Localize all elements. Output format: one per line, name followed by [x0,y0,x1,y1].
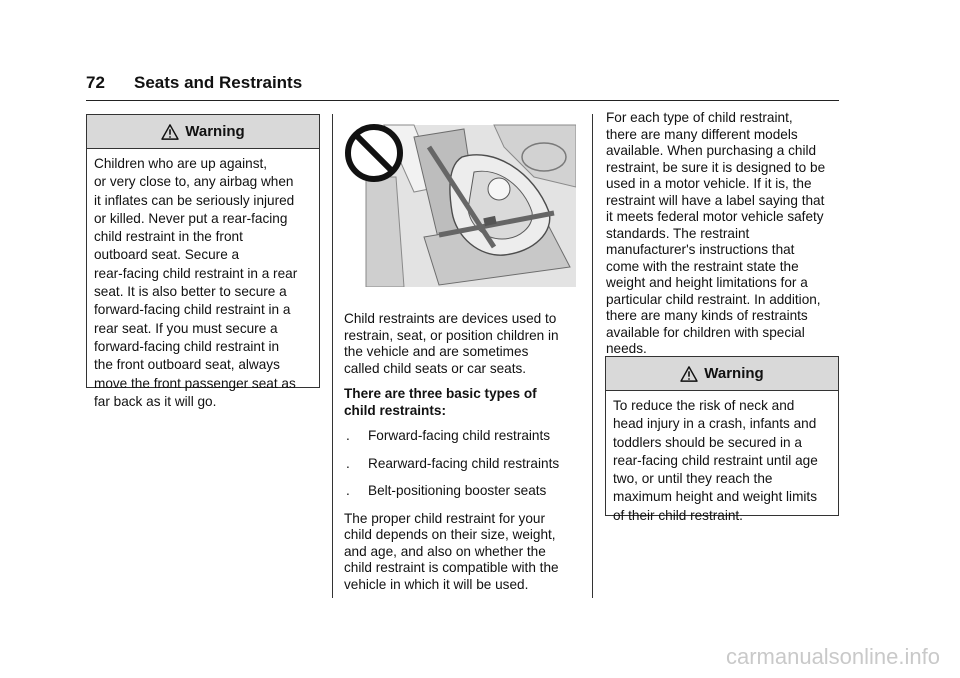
text-line: restraint, be sure it is designed to be [606,159,826,175]
warning-box [605,356,839,523]
text-line: child restraint is compatible with the [344,560,559,575]
text-line: there are many kinds of restraints [606,308,808,323]
text-line: The proper child restraint for your [344,510,545,526]
text-line: child restraints: [344,402,446,418]
text-line: come with the restraint state the [606,258,799,274]
warning-line: Children who are up against, [94,156,268,171]
text-line: restraint will have a label saying that [606,192,825,208]
text-line: available for children with special [606,324,805,340]
warning-line: outboard seat. Secure a [94,247,240,263]
section-title: Seats and Restraints [134,73,303,92]
text-line: vehicle in which it will be used. [344,576,529,592]
bullet-dot: . [346,483,350,498]
warning-line: two, or until they reach the [613,471,773,487]
warning-header [87,115,319,149]
warning-line: head injury in a crash, infants and [613,416,817,432]
text-line: standards. The restraint [606,225,750,241]
warning-line: toddlers should be secured in a [613,434,802,450]
bullet-dot: . [346,455,350,471]
warning-line: or very close to, any airbag when [94,174,294,190]
bullet-text: Forward-facing child restraints [368,428,551,443]
warning-line: the front outboard seat, always [94,357,280,373]
middle-column [344,311,580,602]
warning-box [86,114,320,409]
warning-line: it inflates can be seriously injured [94,192,295,208]
text-line: particular child restraint. In addition, [606,291,821,307]
bullet-text: Belt-positioning booster seats [368,483,547,498]
intro-paragraph [344,311,580,377]
warning-line: far back as it will go. [94,393,217,409]
page-number: 72 [86,73,105,92]
bullet-item [344,428,580,445]
warning-line: rear-facing child restraint until age [613,452,818,468]
warning-line: or killed. Never put a rear-facing [94,210,288,226]
warning-line: forward-facing child restraint in [94,338,280,354]
text-line: manufacturer's instructions that [606,242,795,257]
text-line: and age, and also on whether the [344,543,546,559]
warning-line: of their child restraint. [613,507,743,523]
text-line: weight and height limitations for a [606,275,808,290]
warning-header [606,357,838,391]
bullet-item [344,483,580,500]
closing-paragraph [344,511,580,594]
warning-text [606,391,838,533]
text-line: called child seats or car seats. [344,360,527,376]
warning-line: maximum height and weight limits [613,489,817,505]
types-heading [344,386,580,419]
text-line: There are three basic types of [344,386,537,401]
watermark: carmanualsonline.info [725,644,940,669]
prohibited-sign-icon [348,127,400,179]
warning-line: child restraint in the front [94,229,243,245]
warning-line: move the front passenger seat as [94,375,296,391]
warning-line: rear-facing child restraint in a rear [94,265,298,281]
right-paragraph [606,110,842,358]
text-line: the vehicle and are sometimes [344,344,529,359]
warning-title: Warning [704,365,764,382]
text-line: it meets federal motor vehicle safety [606,209,824,224]
text-line: restrain, seat, or position children in [344,327,559,343]
column-divider [332,114,333,598]
warning-line: rear seat. If you must secure a [94,320,278,336]
text-line: Child restraints are devices used to [344,311,557,326]
warning-triangle-icon [680,366,698,382]
bullet-text: Rearward-facing child restraints [368,455,560,471]
warning-triangle-icon [161,124,179,140]
column-divider [592,114,593,598]
warning-text [87,149,319,419]
text-line: For each type of child restraint, [606,110,793,125]
warning-title: Warning [185,123,245,140]
text-line: there are many different models [606,126,798,142]
text-line: available. When purchasing a child [606,143,817,158]
warning-line: forward-facing child restraint in a [94,302,291,318]
warning-line: seat. It is also better to secure a [94,284,287,300]
text-line: needs. [606,341,647,356]
bullet-item [344,456,580,473]
rear-facing-seat-illustration [344,117,576,287]
text-line: child depends on their size, weight, [344,527,556,542]
text-line: used in a motor vehicle. If it is, the [606,176,812,191]
warning-line: To reduce the risk of neck and [613,398,795,413]
page-header [86,70,839,101]
bullet-dot: . [346,428,350,443]
